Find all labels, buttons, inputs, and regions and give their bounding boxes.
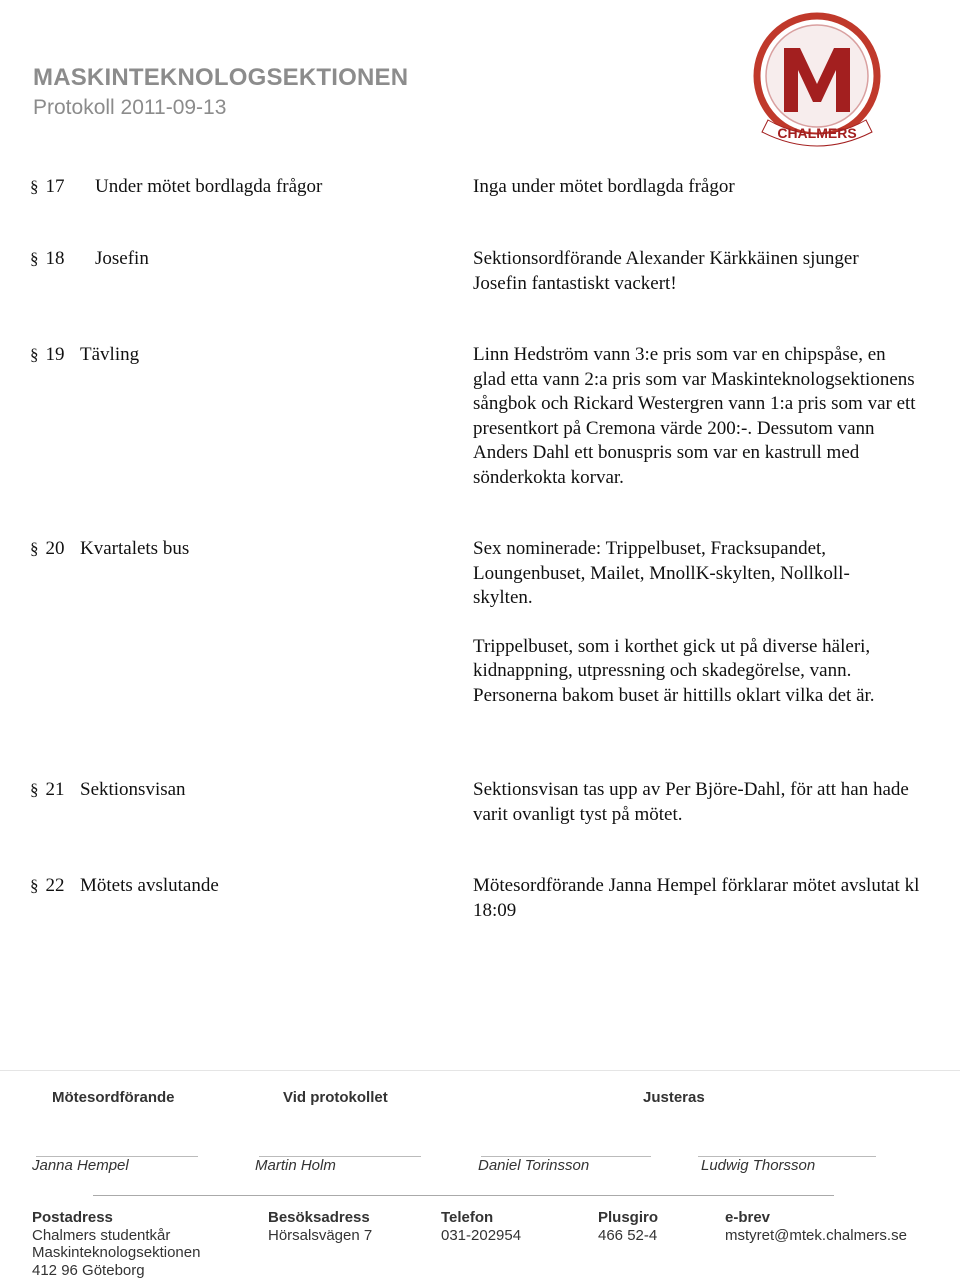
item-number: § 18 [30, 248, 65, 269]
item-number: § 19 [30, 344, 65, 365]
signature-name: Janna Hempel [32, 1157, 129, 1174]
item-description: Sex nominerade: Trippelbuset, Fracksupandet, Loungenbuset, Mailet, MnollK-skylten, Nollkoll-skylten. Trippelbuset, som i korthet gick ut på diverse häleri, kidnappning, utpressning och skadegörelse, vann. Personerna bakom buset är hittills oklart vilka det är. [473, 538, 875, 706]
item-topic: Mötets avslutande [80, 875, 219, 896]
item-topic: Sektionsvisan [80, 779, 186, 800]
svg-text:CHALMERS: CHALMERS [777, 125, 857, 141]
document-title: MASKINTEKNOLOGSEKTIONEN [33, 64, 409, 91]
signature-heading-chair: Mötesordförande [52, 1089, 175, 1106]
footer-postadress: Postadress Chalmers studentkår Maskinteknologsektionen 412 96 Göteborg [32, 1209, 201, 1279]
item-topic: Kvartalets bus [80, 538, 190, 559]
item-number: § 22 [30, 875, 65, 896]
signature-name: Ludwig Thorsson [701, 1157, 816, 1174]
item-description: Sektionsvisan tas upp av Per Björe-Dahl, för att han hade varit ovanligt tyst på mötet. [473, 779, 909, 825]
item-description: Inga under mötet bordlagda frågor [473, 176, 735, 197]
footer-besoksadress: Besöksadress Hörsalsvägen 7 [268, 1209, 373, 1244]
item-description: Linn Hedström vann 3:e pris som var en chipspåse, en glad etta vann 2:a pris som var Maskinteknologsektionens sångbok och Rickard Westergren vann 1:a pris som var ett presentkort på Cremona värde 200:-. Dessutom vann Anders Dahl ett bonuspris som var en kastrull med sönderkokta korvar. [473, 344, 916, 488]
divider [0, 1070, 960, 1071]
item-number: § 20 [30, 538, 65, 559]
signature-heading-secretary: Vid protokollet [283, 1089, 388, 1106]
email-link[interactable]: mstyret@mtek.chalmers.se [725, 1226, 907, 1244]
signature-name: Martin Holm [255, 1157, 336, 1174]
item-number: § 21 [30, 779, 65, 800]
document-subtitle: Protokoll 2011-09-13 [33, 96, 227, 119]
chalmers-logo [748, 10, 886, 150]
item-topic: Under mötet bordlagda frågor [95, 176, 323, 197]
footer-plusgiro: Plusgiro 466 52-4 [598, 1209, 659, 1244]
item-description: Sektionsordförande Alexander Kärkkäinen sjunger Josefin fantastiskt vackert! [473, 248, 859, 294]
item-description: Mötesordförande Janna Hempel förklarar mötet avslutat kl 18:09 [473, 875, 920, 921]
footer-divider [93, 1195, 834, 1196]
item-number: § 17 [30, 176, 65, 197]
footer-telefon: Telefon 031-202954 [441, 1209, 522, 1244]
item-topic: Tävling [80, 344, 140, 365]
footer-ebrev: e-brev mstyret@mtek.chalmers.se [725, 1209, 907, 1244]
signature-heading-adjust: Justeras [643, 1089, 705, 1106]
signature-name: Daniel Torinsson [478, 1157, 590, 1174]
item-topic: Josefin [95, 248, 149, 269]
